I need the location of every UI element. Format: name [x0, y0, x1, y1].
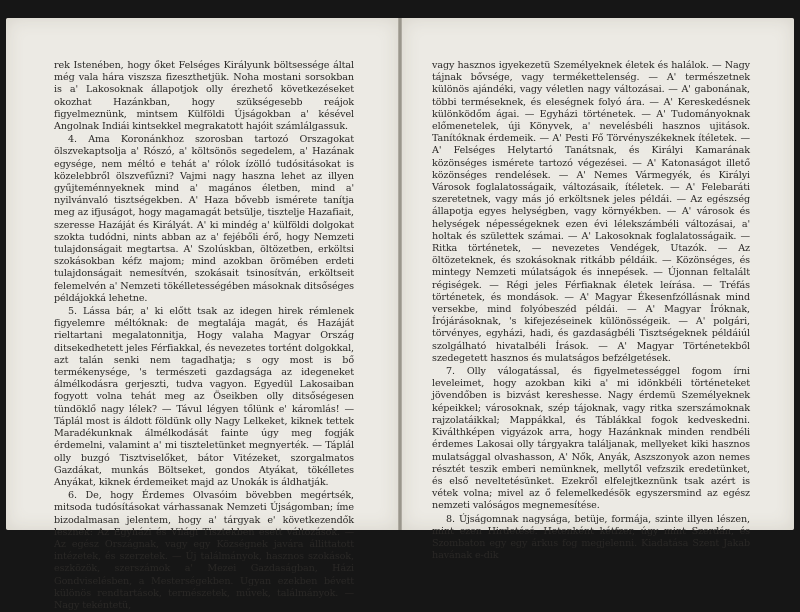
paragraph: 8. Újságomnak nagysága, betüje, formája, szinte illyen lészen, mint ezen Hirdetésé. Hetenként kétfzer, úgy mint Szerdán, és Szombaton egy egy árkus fog megjelenni. Kiadatása Szent Jakab havának e-dik	[432, 513, 750, 562]
paragraph: 6. De, hogy Érdemes Olvasóim bövebben megértsék, mitsoda tudósításokat várhassanak Nemzeti Újságomban; íme bizodalmasan jelentem, hogy a' tárgyak e' következendők lesznek: Az Egyházi és Világi Tisztekben esett változások. — Az egész Országnak, vagy egy Községnek javára állittatott intézetek, és szerzetek. — Új találmányok, hasznos szokások, eszközök, szerszámok a' Mezei Gazdaságban, Házi Gondviselésben, a Mesterségekben. Ugyan ezekben bévett különös rendtartások, természetek, művek, találmányok. — Nagy tekéntetü,	[54, 490, 354, 611]
paragraph: vagy hasznos igyekezetü Személyeknek életek és halálok. — Nagy tájnak bővsége, vagy termékettelenség. — A' természetnek különös ajándéki, vagy véletlen nagy változásai. — A' gabonának, többi terméseknek, és eleségnek folyó ára. — A' Kereskedésnek különködőm ágai. — Egyházi történetek. — A' Tudományoknak előmenetelek, úji Könyvek, a' nevelésbéli hasznos ujitások. Tanítóknak érdemeik. — A' Pesti Fő Törvényszékeknek ítéletek. — A' Felséges Helytartó Tanátsnak, és Királyi Kamarának közönséges ismérete tartozó végezései. — A' Katonaságot illető közönséges rendelések. — A' Nemes Vármegyék, és Királyi Városok foglalatosságaik, változásaik, ítéletek. — A' Felebaráti szeretetnek, vagy más jó erköltsnek jeles példái. — Az egészség állapotja egyes helységben, vagy környékben. — A' városok és helységek népességeknek ezen évi lélekszámbéli változásai, a' holtak és születtek számai. — A' Lakosoknak foglalatosságaik. — Ritka történetek, — nevezetes Vendégek, Utazók. — Az öltözeteknek, és szokásoknak ritkább példáik. — Közönséges, és mintegy Nemzeti múlatságok és innepések. — Újonnan feltalált régiségek. — Régi jeles Férfiaknak életek leírása. — Tréfás történetek, és mondások. — A' Magyar Ékesenfzóllásnak mind versekbe, mind folyóbeszéd példái. — A' Magyar Íróknak, Írójárásoknak, 's kifejezéseinek különösségeik. — A' polgári, törvényes, egyházi, hadi, és gazdaságbéli Tisztségeknek példáiúl szolgálható hivatalbéli Írások. — A' Magyar Történetekből szedegetett hasznos és mulatságos befzélgetések.	[432, 60, 750, 364]
paragraph: rek Istenében, hogy őket Felséges Királyunk böltsessége által még vala hára viszsza fizeszthetjük. Noha mostani sorsokban is a' Lakosoknak állapotjok olly érezhető következéseket okozhat Hazánkban, hogy szükségesebb reájok figyelmeznünk, mintsem Külföldi Újságokban a' késével Angolnak Indiái kintsekkel megrakatott hajóit számlálgassuk.	[54, 60, 354, 133]
paragraph: 5. Lássa bár, a' ki előtt tsak az idegen hirek rémlenek figyelemre méltóknak: de megtalája magát, és Hazáját rieltartani megalatonnitja, Hogy valaha Magyar Ország ditsekedhetett jeles Férfiakkal, és nevezetes tortént dolgokkal, azt talán senki nem tagadhatja; s ogy most is bő termékenysége, 's természeti gazdagsága az idegeneket álmélkodásra gerjeszti, tudva vagyon. Egyedül Lakosaiban fogyott volna tehát meg az Öseikben olly ditsőségesen tündöklő nagy lélek? — Távul légyen tőlünk e' káromlás! — Táplál most is áldott földünk olly Nagy Lelkeket, kiknek tettek Maradékunknak álmélkodását fainte úgy meg fogják érdemelni, valamint a' mi tiszteletünket megnyerték. — Táplál olly buzgó Tisztviselőket, bátor Vitézeket, szorgalmatos Gazdákat, munkás Böltseket, gondos Atyákat, tökélletes Anyákat, kiknek érdemeiket majd az Unokák is áldhatják.	[54, 306, 354, 488]
right-page-text	[432, 60, 750, 562]
right-page	[402, 18, 794, 562]
paragraph: 7. Olly válogatással, és figyelmetességgel fogom írni leveleimet, hogy azokban kiki a' mi idönkbéli történeteket jövendőben is bizvást kereshesse. Nagy érdemü Személyeknek képeikkel; városoknak, szép tájoknak, vagy ritka szerszámoknak rajzolatáikkal; Mappákkal, és Táblákkal fogok kedveskedni. Kiválthképen vigyázok arra, hogy Hazánknak minden rendbéli érdemes Lakosai olly tárgyakra találjanak, mellyeket kiki hasznos mulatsággal olvashasson, A' Nők, Anyák, Aszszonyok azon nemes résztét teszik emberi nemünknek, mellytől vefzszik eredetünket, és első neveltetésünket. Ezekről elfelejtkeznünk tsak azért is vétek volna; mivel az ő felemelkedésök egyszersmind az egész nemzeti valóságos megnemesítése.	[432, 366, 750, 512]
paragraph: 4. Ama Koronánkhoz szorosban tartozó Orszagokat ölszvekaptsolja a' Rószó, a' költsönös segedelem, a' Hazának egysége, nem méltó e tehát a' rólok ízölló tudósitásokat is közelebbről ölszvefűzni? Vajmi nagy haszna lehet az illyen gyűjteménnyeknek mind a' magános életben, mind a' nyilvánvaló tisztségekben. A' Haza bővebb ismérete tanítja meg az ifjuságot, hogy magamagát betsülje, tisztelje Hazafiait, szeresse Hazáját és Királyát. A' ki mindég a' külföldi dolgokat szokta tudódni, nints abban az a' fejébőli érő, hogy Nemzeti tulajdonságait megtartsa. A' Szolúskban, öltözetben, erköltsi szokásokban kéfz majom; mind azokban örömében erdeti tulajdonságait nemesítvén, szokásait tsinosítván, erköltseit felemelvén a' Nemzeti tökélletességében másoknak ditsőséges példájokká lehetne.	[54, 134, 354, 304]
left-page	[6, 18, 398, 611]
left-page-text	[54, 60, 354, 612]
